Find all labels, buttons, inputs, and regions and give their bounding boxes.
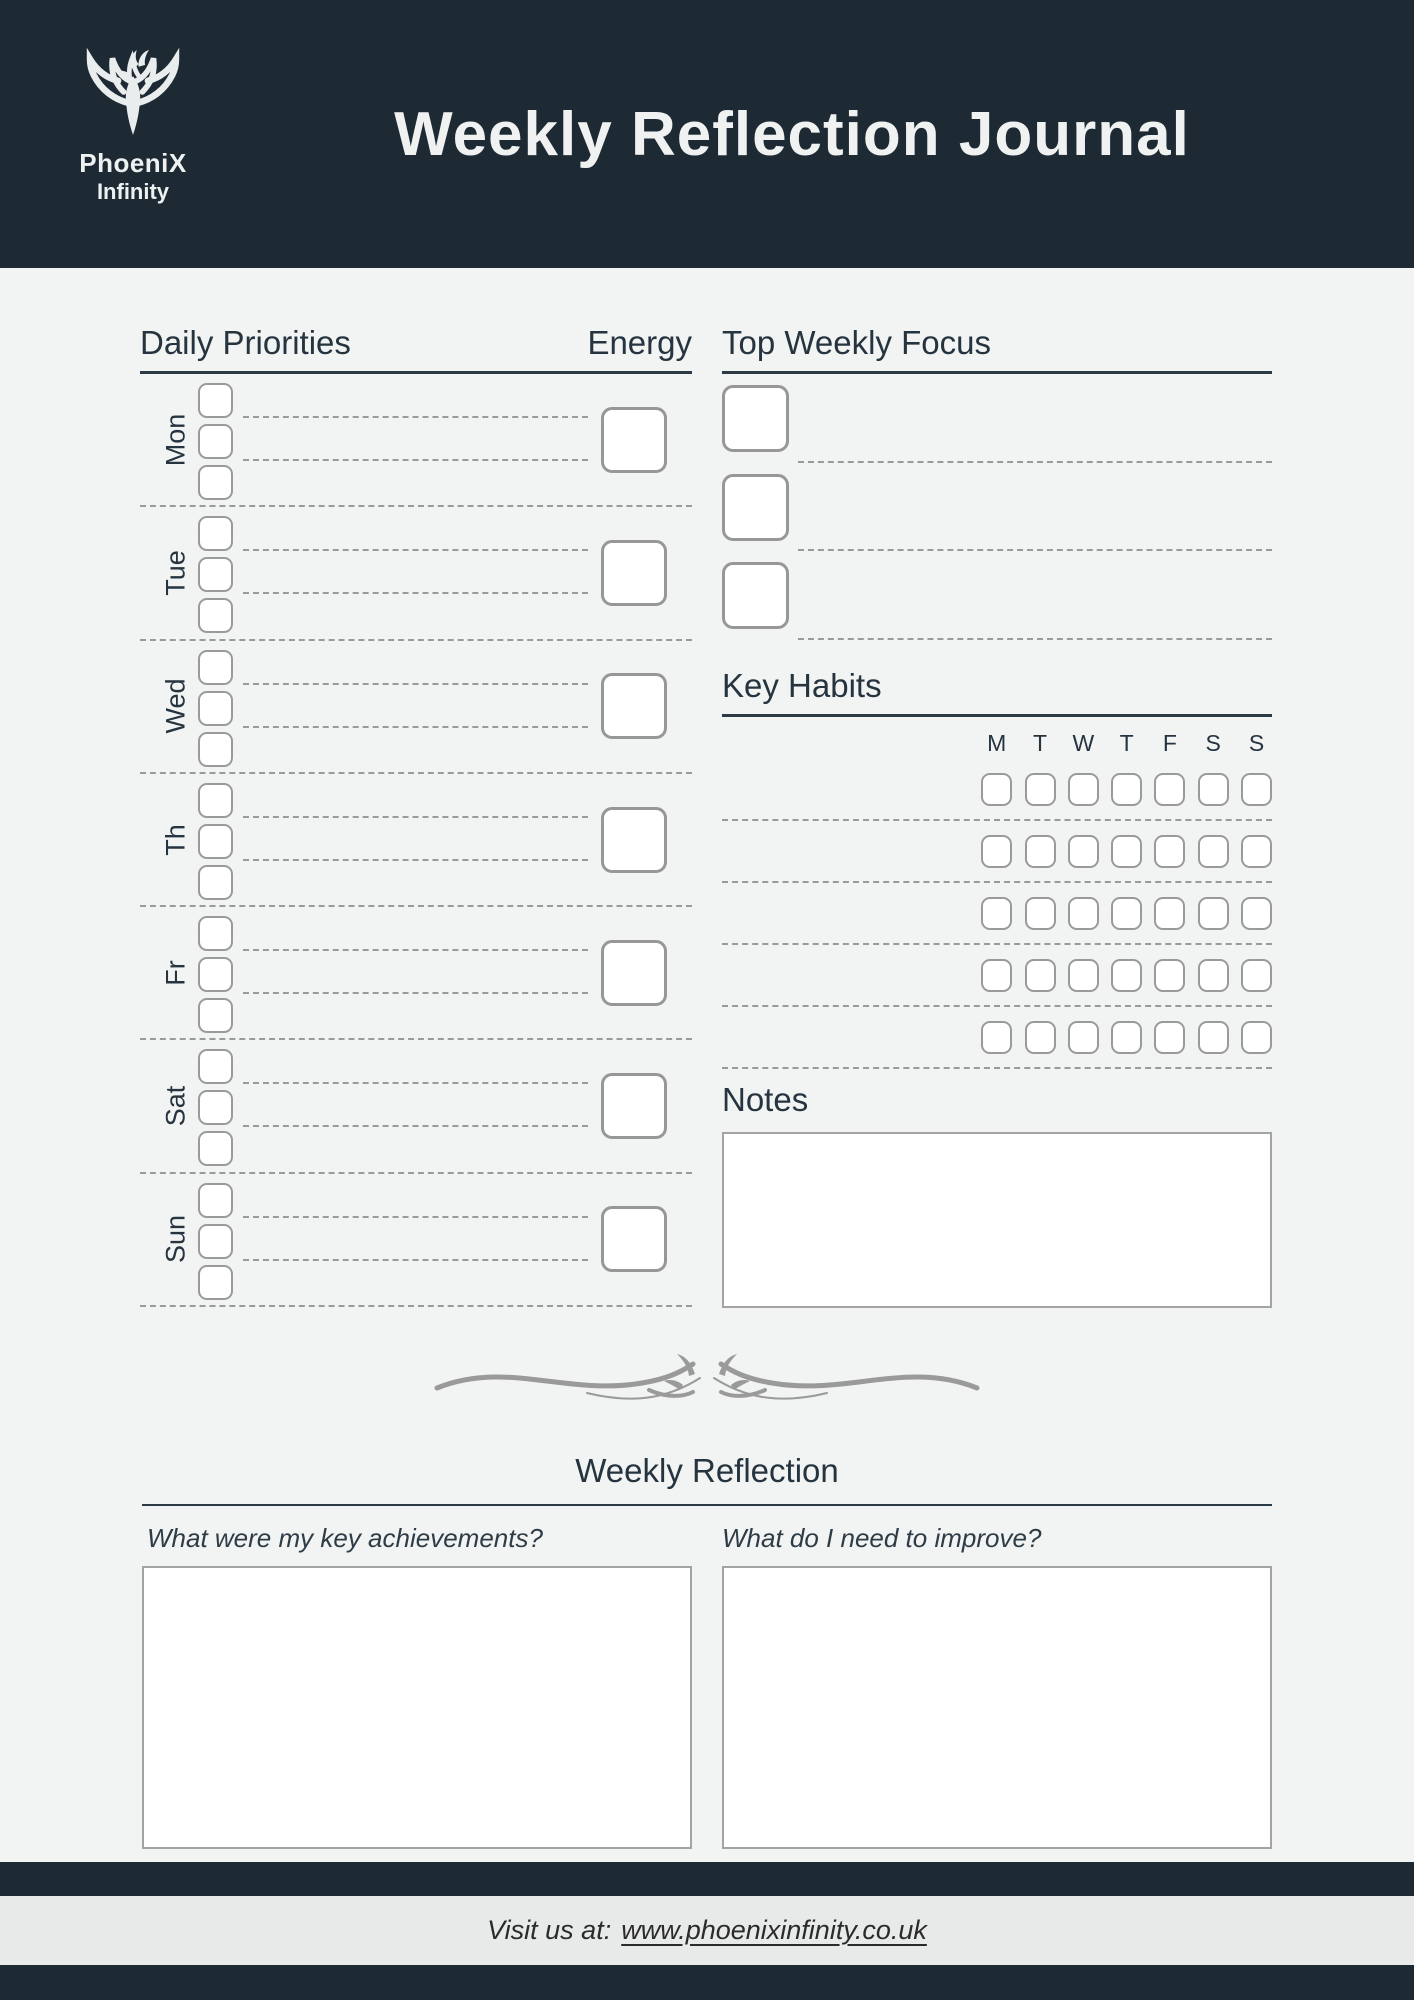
habit-checkbox[interactable]: [1241, 959, 1272, 992]
priority-write-line: [243, 416, 588, 418]
day-row-saturday: [140, 1040, 692, 1173]
habit-row: [722, 883, 1272, 945]
footer-band-top: [0, 1862, 1414, 1896]
habit-checkbox[interactable]: [981, 959, 1012, 992]
priority-write-line: [243, 459, 588, 461]
priority-write-line: [243, 992, 588, 994]
habit-row: [722, 945, 1272, 1007]
habit-checkbox[interactable]: [1111, 835, 1142, 868]
priority-checkbox[interactable]: [198, 691, 233, 726]
energy-box[interactable]: [601, 673, 667, 739]
priority-checkbox[interactable]: [198, 783, 233, 818]
habit-checkbox[interactable]: [1068, 897, 1099, 930]
habit-checkbox[interactable]: [1241, 773, 1272, 806]
priority-checkbox[interactable]: [198, 998, 233, 1033]
habit-checkbox[interactable]: [1025, 773, 1056, 806]
priority-checkbox[interactable]: [198, 557, 233, 592]
priority-write-line: [243, 683, 588, 685]
page-title: Weekly Reflection Journal: [394, 99, 1190, 169]
achievements-prompt: What were my key achievements?: [147, 1523, 543, 1553]
priority-checkbox[interactable]: [198, 465, 233, 500]
focus-slot: [722, 374, 1272, 463]
day-row-wednesday: [140, 641, 692, 774]
energy-box[interactable]: [601, 1073, 667, 1139]
day-row-sunday: [140, 1174, 692, 1307]
focus-slot: [722, 463, 1272, 552]
habit-day-letter: T: [1119, 730, 1134, 757]
habit-checkbox[interactable]: [1068, 835, 1099, 868]
priority-checkbox[interactable]: [198, 824, 233, 859]
website-link[interactable]: www.phoenixinfinity.co.uk: [621, 1915, 927, 1945]
priority-checkbox[interactable]: [198, 516, 233, 551]
day-row-tuesday: [140, 507, 692, 640]
habit-checkbox[interactable]: [1068, 773, 1099, 806]
habit-checkbox[interactable]: [1068, 959, 1099, 992]
habit-checkbox[interactable]: [1241, 1021, 1272, 1054]
priority-checkbox[interactable]: [198, 383, 233, 418]
priority-checkbox[interactable]: [198, 1265, 233, 1300]
footer-band-bottom: [0, 1965, 1414, 2000]
energy-box[interactable]: [601, 407, 667, 473]
priority-checkbox[interactable]: [198, 1049, 233, 1084]
top-weekly-focus-header: [722, 318, 1272, 374]
header-band: [0, 0, 1414, 268]
habit-checkbox[interactable]: [1241, 835, 1272, 868]
day-label: Fr: [160, 960, 191, 986]
priority-checkbox[interactable]: [198, 865, 233, 900]
priority-checkbox[interactable]: [198, 1183, 233, 1218]
priority-checkbox[interactable]: [198, 957, 233, 992]
priority-checkbox[interactable]: [198, 1131, 233, 1166]
priority-write-line: [243, 1125, 588, 1127]
habit-checkbox[interactable]: [1198, 835, 1229, 868]
top-weekly-focus-title: Top Weekly Focus: [722, 324, 991, 361]
priority-checkbox[interactable]: [198, 650, 233, 685]
achievements-input-area[interactable]: [142, 1566, 692, 1849]
weekly-reflection-section: [142, 1452, 1272, 1849]
habit-checkbox[interactable]: [1111, 959, 1142, 992]
focus-slot: [722, 551, 1272, 640]
priority-write-line: [243, 949, 588, 951]
priority-checkbox[interactable]: [198, 1090, 233, 1125]
notes-input-area[interactable]: [722, 1132, 1272, 1308]
priority-write-line: [243, 549, 588, 551]
habit-checkbox[interactable]: [1025, 897, 1056, 930]
habit-checkbox[interactable]: [981, 1021, 1012, 1054]
habit-checkbox[interactable]: [1154, 897, 1185, 930]
day-row-thursday: [140, 774, 692, 907]
day-label: Tue: [160, 550, 191, 596]
priority-write-line: [243, 1259, 588, 1261]
priority-write-line: [243, 816, 588, 818]
weekly-reflection-title: Weekly Reflection: [142, 1452, 1272, 1506]
habit-checkbox[interactable]: [1025, 959, 1056, 992]
habit-day-letters: [722, 717, 1272, 759]
brand-name: PhoeniX: [79, 148, 187, 178]
habit-checkbox[interactable]: [1111, 773, 1142, 806]
habit-checkbox[interactable]: [1154, 773, 1185, 806]
habit-day-letter: S: [1248, 730, 1265, 757]
habit-checkbox[interactable]: [1198, 897, 1229, 930]
daily-priorities-title: Daily Priorities: [140, 324, 351, 361]
focus-checkbox[interactable]: [722, 474, 789, 541]
priority-checkbox[interactable]: [198, 598, 233, 633]
right-column: [722, 318, 1272, 1308]
key-habits-title: Key Habits: [722, 667, 1272, 717]
habit-checkbox[interactable]: [1025, 1021, 1056, 1054]
habit-checkbox[interactable]: [1241, 897, 1272, 930]
priority-checkbox[interactable]: [198, 1224, 233, 1259]
habit-checkbox[interactable]: [1068, 1021, 1099, 1054]
habit-row: [722, 1007, 1272, 1069]
habit-checkbox[interactable]: [981, 773, 1012, 806]
priority-write-line: [243, 1216, 588, 1218]
energy-box[interactable]: [601, 540, 667, 606]
habit-checkbox[interactable]: [981, 835, 1012, 868]
focus-checkbox[interactable]: [722, 385, 789, 452]
reflection-prompts: [142, 1523, 1272, 1554]
focus-checkbox[interactable]: [722, 562, 789, 629]
habit-day-letter: M: [987, 730, 1007, 757]
brand-subname: Infinity: [96, 179, 170, 204]
footer-strip: [0, 1896, 1414, 1965]
energy-box[interactable]: [601, 1206, 667, 1272]
day-label: Mon: [160, 413, 191, 466]
energy-box[interactable]: [601, 807, 667, 873]
energy-column-label: Energy: [587, 324, 692, 361]
priority-checkbox[interactable]: [198, 916, 233, 951]
day-label: Sat: [160, 1085, 191, 1127]
priority-checkbox[interactable]: [198, 424, 233, 459]
habit-checkbox[interactable]: [1111, 1021, 1142, 1054]
habit-checkbox[interactable]: [1198, 773, 1229, 806]
improve-input-area[interactable]: [722, 1566, 1272, 1849]
habit-checkbox[interactable]: [1198, 959, 1229, 992]
notes-title: Notes: [722, 1081, 809, 1119]
day-row-friday: [140, 907, 692, 1040]
priority-write-line: [243, 726, 588, 728]
day-label: Sun: [160, 1215, 191, 1264]
habit-day-letter: T: [1032, 730, 1048, 757]
habit-checkbox[interactable]: [981, 897, 1012, 930]
day-row-monday: [140, 374, 692, 507]
habit-day-letter: S: [1205, 730, 1221, 757]
visit-us-label: Visit us at:: [487, 1915, 612, 1945]
habit-row: [722, 759, 1272, 821]
priority-write-line: [243, 1082, 588, 1084]
day-label: Th: [160, 823, 191, 856]
habit-checkbox[interactable]: [1154, 835, 1185, 868]
priority-write-line: [243, 592, 588, 594]
day-label: Wed: [160, 678, 191, 734]
habit-checkbox[interactable]: [1154, 1021, 1185, 1054]
improve-prompt: What do I need to improve?: [722, 1523, 1042, 1553]
habit-day-letter: W: [1072, 730, 1095, 757]
habit-checkbox[interactable]: [1154, 959, 1185, 992]
habit-day-letter: F: [1162, 730, 1177, 757]
focus-write-line: [798, 638, 1272, 640]
flourish-divider-icon: [427, 1352, 987, 1410]
priority-write-line: [243, 859, 588, 861]
habit-checkbox[interactable]: [1111, 897, 1142, 930]
daily-priorities-section: [140, 318, 692, 1307]
habit-row: [722, 821, 1272, 883]
habit-checkbox[interactable]: [1198, 1021, 1229, 1054]
energy-box[interactable]: [601, 940, 667, 1006]
reflection-boxes: [142, 1566, 1272, 1849]
habit-checkbox[interactable]: [1025, 835, 1056, 868]
priority-checkbox[interactable]: [198, 732, 233, 767]
daily-priorities-header: [140, 318, 692, 374]
